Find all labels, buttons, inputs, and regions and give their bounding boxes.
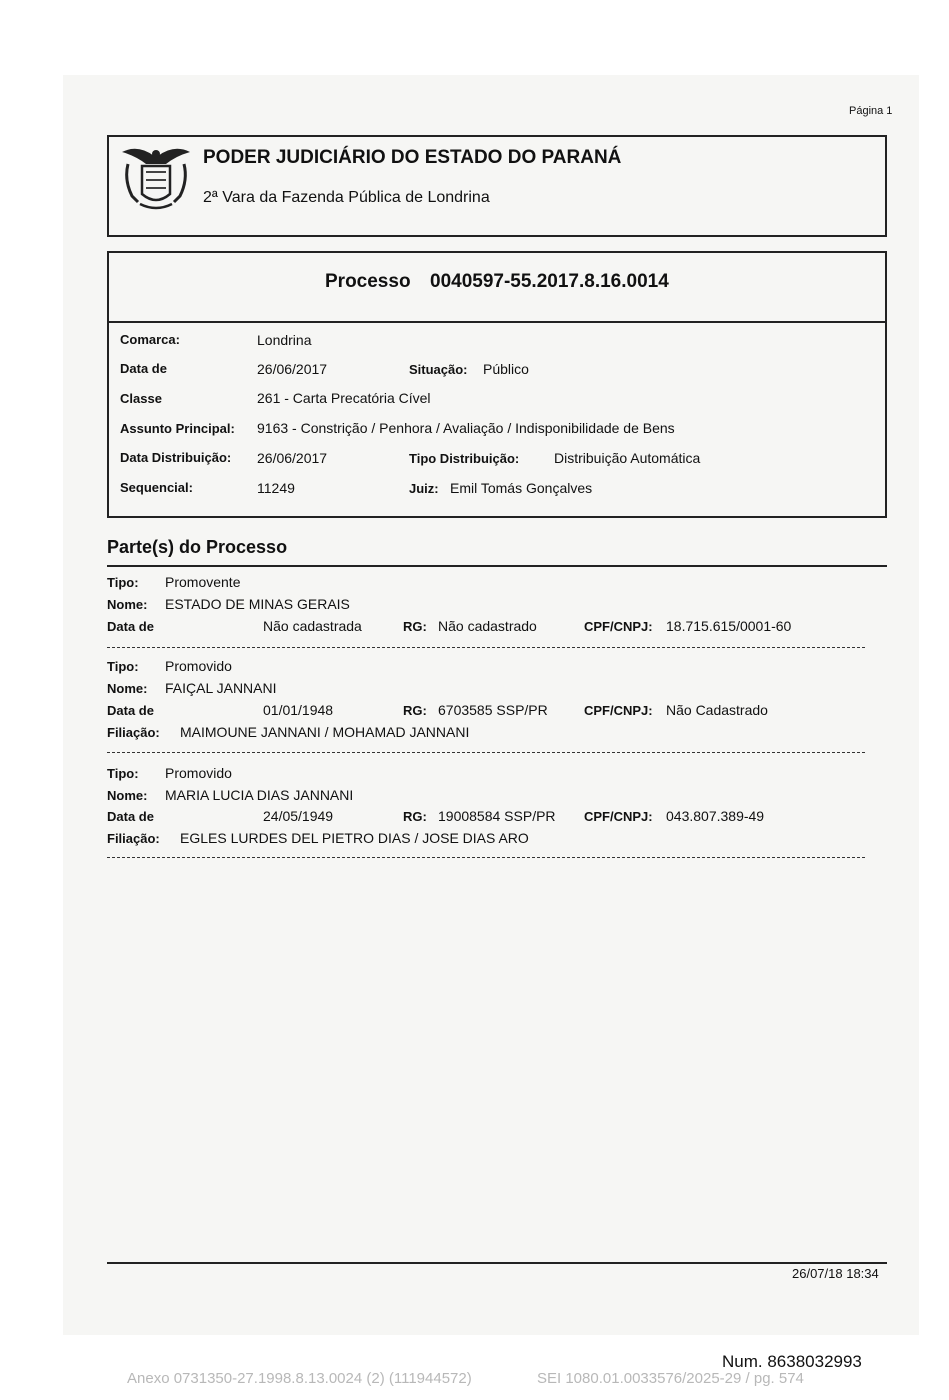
parte-3-filiacao: EGLES LURDES DEL PIETRO DIAS / JOSE DIAS ARO [180, 830, 529, 846]
sequencial-label: Sequencial: [120, 480, 193, 495]
processo-number: 0040597-55.2017.8.16.0014 [430, 271, 669, 292]
parana-coat-of-arms-icon [118, 140, 194, 216]
parte-3-tipo-label: Tipo: [107, 766, 139, 781]
partes-heading-rule [107, 565, 887, 567]
parte-1-nome: ESTADO DE MINAS GERAIS [165, 596, 350, 612]
parte-3-filiacao-label: Filiação: [107, 831, 160, 846]
print-timestamp: 26/07/18 18:34 [792, 1266, 879, 1281]
assunto-label: Assunto Principal: [120, 421, 235, 436]
parte-1-separator [107, 647, 865, 648]
parte-3-nome: MARIA LUCIA DIAS JANNANI [165, 787, 354, 803]
parte-2-nome: FAIÇAL JANNANI [165, 680, 277, 696]
parte-3-rg: 19008584 SSP/PR [438, 808, 556, 824]
parte-1-rg: Não cadastrado [438, 618, 537, 634]
data-distribuicao-label: Data Distribuição: [120, 450, 232, 465]
parte-1-data-label: Data de [107, 619, 154, 634]
data-value: 26/06/2017 [257, 361, 328, 377]
situacao-value: Público [483, 361, 529, 377]
tipo-distribuicao-value: Distribuição Automática [554, 450, 701, 466]
tipo-distribuicao-label: Tipo Distribuição: [409, 451, 520, 466]
parte-3-tipo: Promovido [165, 765, 232, 781]
header-title: PODER JUDICIÁRIO DO ESTADO DO PARANÁ [203, 147, 622, 168]
situacao-label: Situação: [409, 362, 468, 377]
sei-reference: SEI 1080.01.0033576/2025-29 / pg. 574 [537, 1370, 804, 1387]
parte-1-rg-label: RG: [403, 619, 427, 634]
parte-2-tipo-label: Tipo: [107, 659, 139, 674]
parte-2-filiacao-label: Filiação: [107, 725, 160, 740]
comarca-label: Comarca: [120, 332, 180, 347]
parte-1-data: Não cadastrada [263, 618, 362, 634]
sequencial-value: 11249 [257, 480, 295, 496]
assunto-value: 9163 - Constrição / Penhora / Avaliação / Indisponibilidade de Bens [257, 420, 675, 436]
parte-2-cpf-label: CPF/CNPJ: [584, 703, 653, 718]
parte-1-tipo-label: Tipo: [107, 575, 139, 590]
processo-label: Processo [325, 271, 411, 292]
parte-3-separator [107, 857, 865, 858]
header-subtitle: 2ª Vara da Fazenda Pública de Londrina [203, 189, 490, 206]
parte-3-rg-label: RG: [403, 809, 427, 824]
juiz-label: Juiz: [409, 481, 439, 496]
parte-2-filiacao: MAIMOUNE JANNANI / MOHAMAD JANNANI [180, 724, 470, 740]
parte-2-separator [107, 752, 865, 753]
parte-1-cpf-label: CPF/CNPJ: [584, 619, 653, 634]
parte-3-cpf: 043.807.389-49 [666, 808, 765, 824]
partes-heading: Parte(s) do Processo [107, 537, 288, 557]
page-number: Página 1 [849, 105, 893, 117]
parte-3-cpf-label: CPF/CNPJ: [584, 809, 653, 824]
parte-2-rg-label: RG: [403, 703, 427, 718]
parte-2-tipo: Promovido [165, 658, 232, 674]
classe-label: Classe [120, 391, 162, 406]
parte-3-nome-label: Nome: [107, 788, 148, 803]
data-distribuicao-value: 26/06/2017 [257, 450, 328, 466]
parte-2-nome-label: Nome: [107, 681, 148, 696]
parte-2-data-label: Data de [107, 703, 154, 718]
document-num: Num. 8638032993 [722, 1352, 862, 1371]
comarca-value: Londrina [257, 332, 312, 348]
parte-3-data-label: Data de [107, 809, 154, 824]
parte-3-data: 24/05/1949 [263, 808, 334, 824]
data-label: Data de [120, 361, 167, 376]
classe-value: 261 - Carta Precatória Cível [257, 390, 431, 406]
footer-rule [107, 1262, 887, 1264]
parte-1-tipo: Promovente [165, 574, 241, 590]
parte-2-rg: 6703585 SSP/PR [438, 702, 548, 718]
anexo-reference: Anexo 0731350-27.1998.8.13.0024 (2) (111944572) [127, 1370, 472, 1387]
parte-1-cpf: 18.715.615/0001-60 [666, 618, 792, 634]
parte-2-data: 01/01/1948 [263, 702, 334, 718]
parte-2-cpf: Não Cadastrado [666, 702, 768, 718]
processo-divider [107, 321, 887, 323]
parte-1-nome-label: Nome: [107, 597, 148, 612]
juiz-value: Emil Tomás Gonçalves [450, 480, 593, 496]
